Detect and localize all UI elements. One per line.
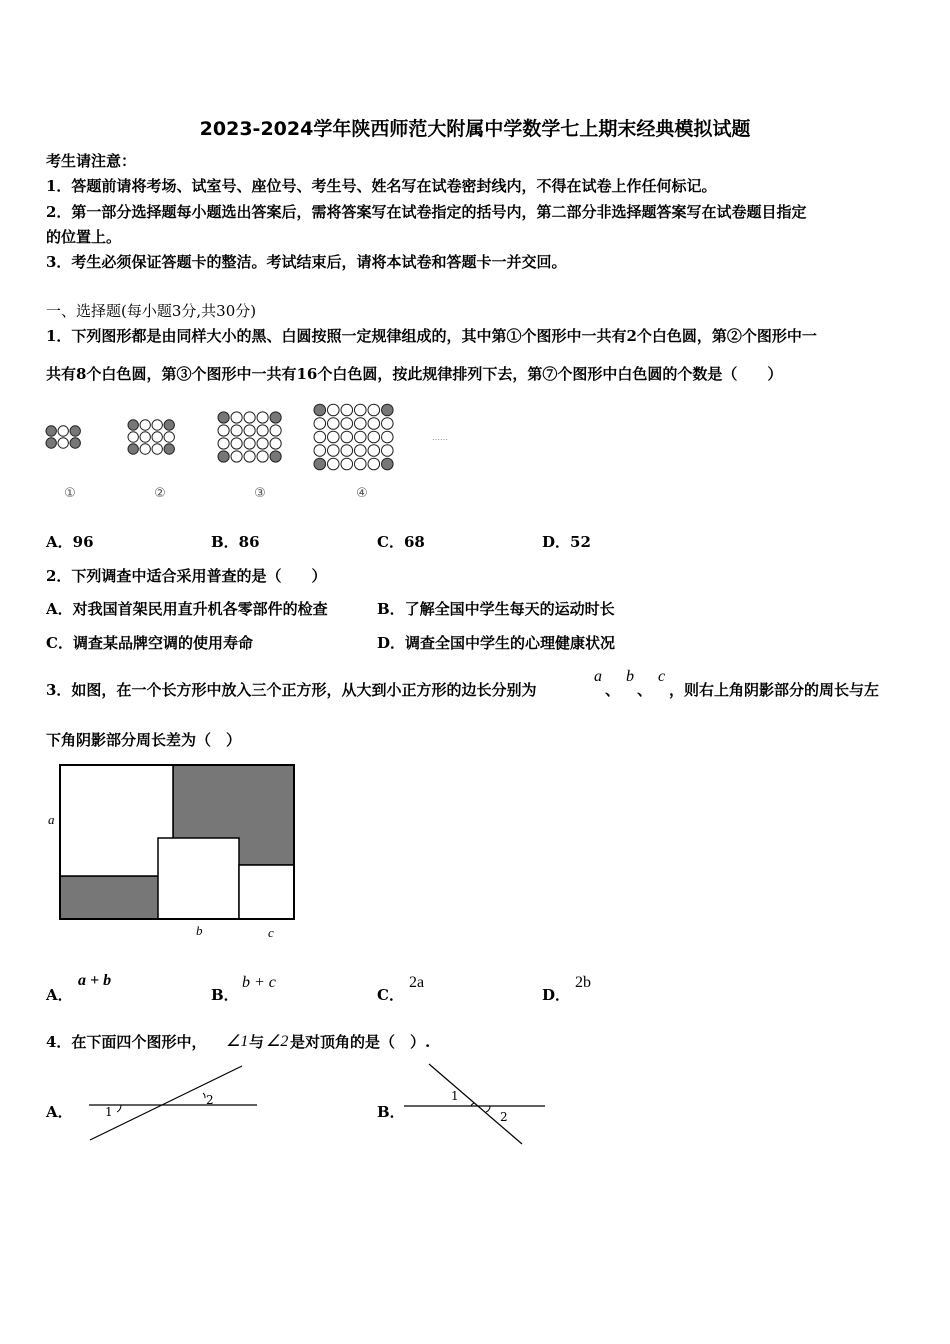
white-circle bbox=[355, 431, 367, 443]
q3-option-d-expr: 2b bbox=[575, 974, 591, 991]
black-circle bbox=[218, 412, 229, 423]
black-circle bbox=[218, 451, 229, 462]
label-b: b bbox=[196, 923, 203, 938]
q4-option-a-letter: A． bbox=[46, 1103, 73, 1121]
notice-heading: 考生请注意： bbox=[46, 152, 137, 170]
white-circle bbox=[58, 426, 68, 436]
white-circle bbox=[341, 404, 353, 416]
white-circle bbox=[244, 425, 255, 436]
black-circle bbox=[128, 420, 138, 430]
figure-label: ① bbox=[64, 486, 76, 501]
figure-label: ④ bbox=[356, 486, 368, 501]
square-b bbox=[158, 838, 239, 919]
white-circle bbox=[368, 404, 380, 416]
white-circle bbox=[341, 458, 353, 470]
white-circle bbox=[218, 438, 229, 449]
var-b: b bbox=[626, 668, 634, 685]
white-circle bbox=[328, 458, 340, 470]
notice-item: 2．第一部分选择题每小题选出答案后，需将答案写在试卷指定的括号内，第二部分非选择题答案写在试卷题目指定 bbox=[46, 203, 807, 221]
q2-option-a: A．对我国首架民用直升机各零部件的检查 bbox=[46, 600, 328, 618]
q3-option-a-expr: a + b bbox=[78, 972, 112, 989]
q3-option-b-expr: b + c bbox=[242, 974, 276, 991]
white-circle bbox=[140, 444, 150, 454]
white-circle bbox=[270, 438, 281, 449]
white-circle bbox=[328, 445, 340, 457]
white-circle bbox=[368, 431, 380, 443]
white-circle bbox=[314, 445, 326, 457]
circle-pattern-figure bbox=[40, 392, 470, 512]
white-circle bbox=[218, 425, 229, 436]
q3-option-c-expr: 2a bbox=[409, 974, 425, 991]
square-a bbox=[60, 765, 173, 876]
pattern-3 bbox=[218, 412, 281, 462]
white-circle bbox=[368, 418, 380, 430]
white-circle bbox=[257, 412, 268, 423]
white-circle bbox=[140, 432, 150, 442]
white-circle bbox=[244, 438, 255, 449]
angle-figure-a bbox=[85, 1062, 265, 1147]
q4-stem-start: 4．在下面四个图形中， bbox=[46, 1033, 207, 1051]
separator: 、 bbox=[637, 681, 653, 699]
q4-option-b-letter: B． bbox=[377, 1103, 405, 1121]
q3-stem-line1-end: ，则右上角阴影部分的周长与左 bbox=[669, 681, 880, 699]
figure-label: ② bbox=[154, 486, 166, 501]
q2-option-b: B．了解全国中学生每天的运动时长 bbox=[377, 600, 615, 618]
black-circle bbox=[382, 404, 394, 416]
notice-item: 的位置上。 bbox=[46, 228, 122, 246]
black-circle bbox=[46, 438, 56, 448]
figure-label: ③ bbox=[254, 486, 266, 501]
q2-stem: 2．下列调查中适合采用普查的是（ ） bbox=[46, 567, 327, 585]
white-circle bbox=[341, 445, 353, 457]
white-circle bbox=[270, 425, 281, 436]
white-circle bbox=[328, 404, 340, 416]
white-circle bbox=[257, 438, 268, 449]
white-circle bbox=[355, 458, 367, 470]
white-circle bbox=[382, 445, 394, 457]
q3-option-a-letter: A． bbox=[46, 986, 73, 1004]
white-circle bbox=[231, 425, 242, 436]
angle-figure-b bbox=[400, 1062, 550, 1147]
pattern-1 bbox=[46, 426, 80, 448]
q1-option-b: B．86 bbox=[211, 533, 260, 551]
black-circle bbox=[314, 404, 326, 416]
q3-stem-line1: 3．如图，在一个长方形中放入三个正方形，从大到小正方形的边长分别为 bbox=[46, 681, 537, 699]
label-a: a bbox=[48, 812, 55, 827]
angle-label: 2 bbox=[500, 1110, 508, 1124]
rectangle-squares-figure bbox=[44, 760, 304, 945]
black-circle bbox=[270, 412, 281, 423]
black-circle bbox=[70, 426, 80, 436]
q1-stem-line1: 1．下列图形都是由同样大小的黑、白圆按照一定规律组成的，其中第①个图形中一共有2个白色圆，第②个图形中一 bbox=[46, 327, 817, 345]
q4-and: 与 bbox=[249, 1033, 265, 1051]
q3-option-b-letter: B． bbox=[211, 986, 239, 1004]
label-c: c bbox=[268, 925, 274, 940]
black-circle bbox=[128, 444, 138, 454]
white-circle bbox=[231, 451, 242, 462]
section-heading: 一、选择题(每小题3分,共30分) bbox=[46, 302, 257, 320]
q1-option-c: C．68 bbox=[377, 533, 425, 551]
q4-stem-end: 是对顶角的是（ ）. bbox=[290, 1033, 431, 1051]
white-circle bbox=[257, 425, 268, 436]
white-circle bbox=[328, 418, 340, 430]
white-circle bbox=[382, 418, 394, 430]
black-circle bbox=[164, 420, 174, 430]
angle-label: 1 bbox=[105, 1105, 113, 1119]
white-circle bbox=[152, 420, 162, 430]
q1-option-a: A．96 bbox=[46, 533, 94, 551]
angle-2: ∠2 bbox=[266, 1033, 289, 1050]
black-circle bbox=[314, 458, 326, 470]
white-circle bbox=[368, 445, 380, 457]
separator: 、 bbox=[605, 681, 621, 699]
q1-stem-line2: 共有8个白色圆，第③个图形中一共有16个白色圆，按此规律排列下去，第⑦个图形中白色圆的个数是（ ） bbox=[46, 365, 783, 383]
white-circle bbox=[128, 432, 138, 442]
var-c: c bbox=[658, 668, 666, 685]
white-circle bbox=[58, 438, 68, 448]
white-circle bbox=[341, 418, 353, 430]
ellipsis: …… bbox=[432, 433, 448, 442]
white-circle bbox=[382, 431, 394, 443]
notice-item: 1．答题前请将考场、试室号、座位号、考生号、姓名写在试卷密封线内，不得在试卷上作任何标记。 bbox=[46, 177, 717, 195]
angle-1: ∠1 bbox=[226, 1033, 249, 1050]
white-circle bbox=[244, 451, 255, 462]
white-circle bbox=[152, 444, 162, 454]
black-circle bbox=[382, 458, 394, 470]
white-circle bbox=[140, 420, 150, 430]
black-circle bbox=[70, 438, 80, 448]
white-circle bbox=[152, 432, 162, 442]
black-circle bbox=[164, 444, 174, 454]
white-circle bbox=[341, 431, 353, 443]
angle-label: 1 bbox=[451, 1089, 459, 1103]
white-circle bbox=[355, 445, 367, 457]
page-title: 2023-2024学年陕西师范大附属中学数学七上期末经典模拟试题 bbox=[199, 118, 751, 140]
white-circle bbox=[314, 431, 326, 443]
q3-option-d-letter: D． bbox=[542, 986, 571, 1004]
pattern-2 bbox=[128, 420, 174, 454]
square-c bbox=[239, 865, 294, 919]
angle-label: 2 bbox=[206, 1093, 214, 1107]
white-circle bbox=[355, 418, 367, 430]
white-circle bbox=[355, 404, 367, 416]
shaded-bottom-left bbox=[60, 876, 173, 919]
var-a: a bbox=[594, 668, 602, 685]
black-circle bbox=[270, 451, 281, 462]
q1-option-d: D．52 bbox=[542, 533, 591, 551]
white-circle bbox=[231, 438, 242, 449]
white-circle bbox=[231, 412, 242, 423]
q3-option-c-letter: C． bbox=[377, 986, 404, 1004]
white-circle bbox=[314, 418, 326, 430]
q2-option-c: C．调查某品牌空调的使用寿命 bbox=[46, 634, 253, 652]
white-circle bbox=[368, 458, 380, 470]
black-circle bbox=[46, 426, 56, 436]
pattern-4 bbox=[314, 404, 393, 470]
notice-item: 3．考生必须保证答题卡的整洁。考试结束后，请将本试卷和答题卡一并交回。 bbox=[46, 253, 567, 271]
white-circle bbox=[164, 432, 174, 442]
white-circle bbox=[244, 412, 255, 423]
q3-stem-line2: 下角阴影部分周长差为（ ） bbox=[46, 731, 242, 749]
q2-option-d: D．调查全国中学生的心理健康状况 bbox=[377, 634, 616, 652]
white-circle bbox=[257, 451, 268, 462]
white-circle bbox=[328, 431, 340, 443]
